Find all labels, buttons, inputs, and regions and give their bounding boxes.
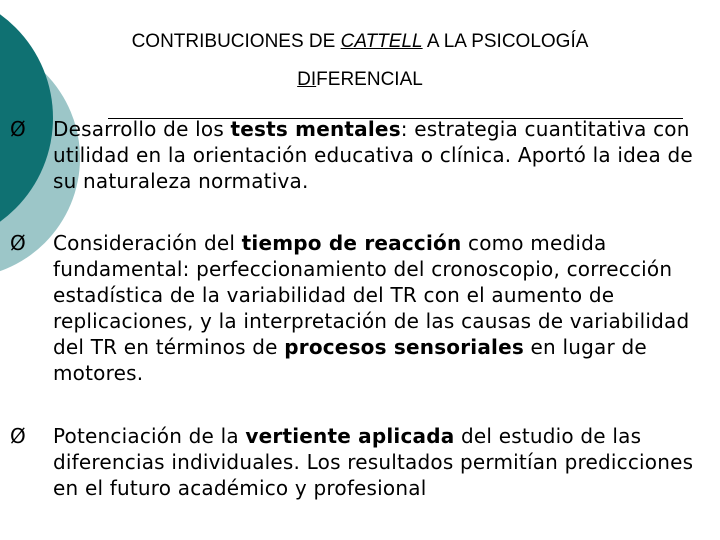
bullet-marker-3: Ø xyxy=(10,424,26,448)
bullet-text-1: Desarrollo de los tests mentales: estrategia cuantitativa con utilidad en la orientación educativa o clínica. Aportó la idea de su naturaleza normativa. xyxy=(53,117,693,193)
title-line2-underlined: DI xyxy=(297,69,317,90)
bullet-marker-2: Ø xyxy=(10,231,26,255)
bold-term: vertiente aplicada xyxy=(245,424,455,448)
bold-term: procesos sensoriales xyxy=(284,335,524,359)
bullet-marker-1: Ø xyxy=(10,117,26,141)
title-part-1: CONTRIBUCIONES DE xyxy=(131,31,341,52)
bold-term: tests mentales xyxy=(230,117,401,141)
title-name: CATTELL xyxy=(340,31,423,52)
title-part-2: A LA PSICOLOGÍA xyxy=(422,31,589,52)
slide-title-line-2 xyxy=(60,69,660,91)
title-line2-rest: FERENCIAL xyxy=(316,69,423,90)
bullet-text-3: Potenciación de la vertiente aplicada del estudio de las diferencias individuales. Los resultados permitían predicciones en el futuro académico y profesional xyxy=(53,424,694,500)
bold-term: tiempo de reacción xyxy=(241,231,462,255)
bullet-text-2: Consideración del tiempo de reacción como medida fundamental: perfeccionamiento del cronoscopio, corrección estadística de la variabilidad del TR con el aumento de replicaciones, y la interpretación de las causas de variabilidad del TR en términos de procesos sensoriales en lugar de motores. xyxy=(53,231,690,385)
slide-title-line-1 xyxy=(60,31,660,53)
